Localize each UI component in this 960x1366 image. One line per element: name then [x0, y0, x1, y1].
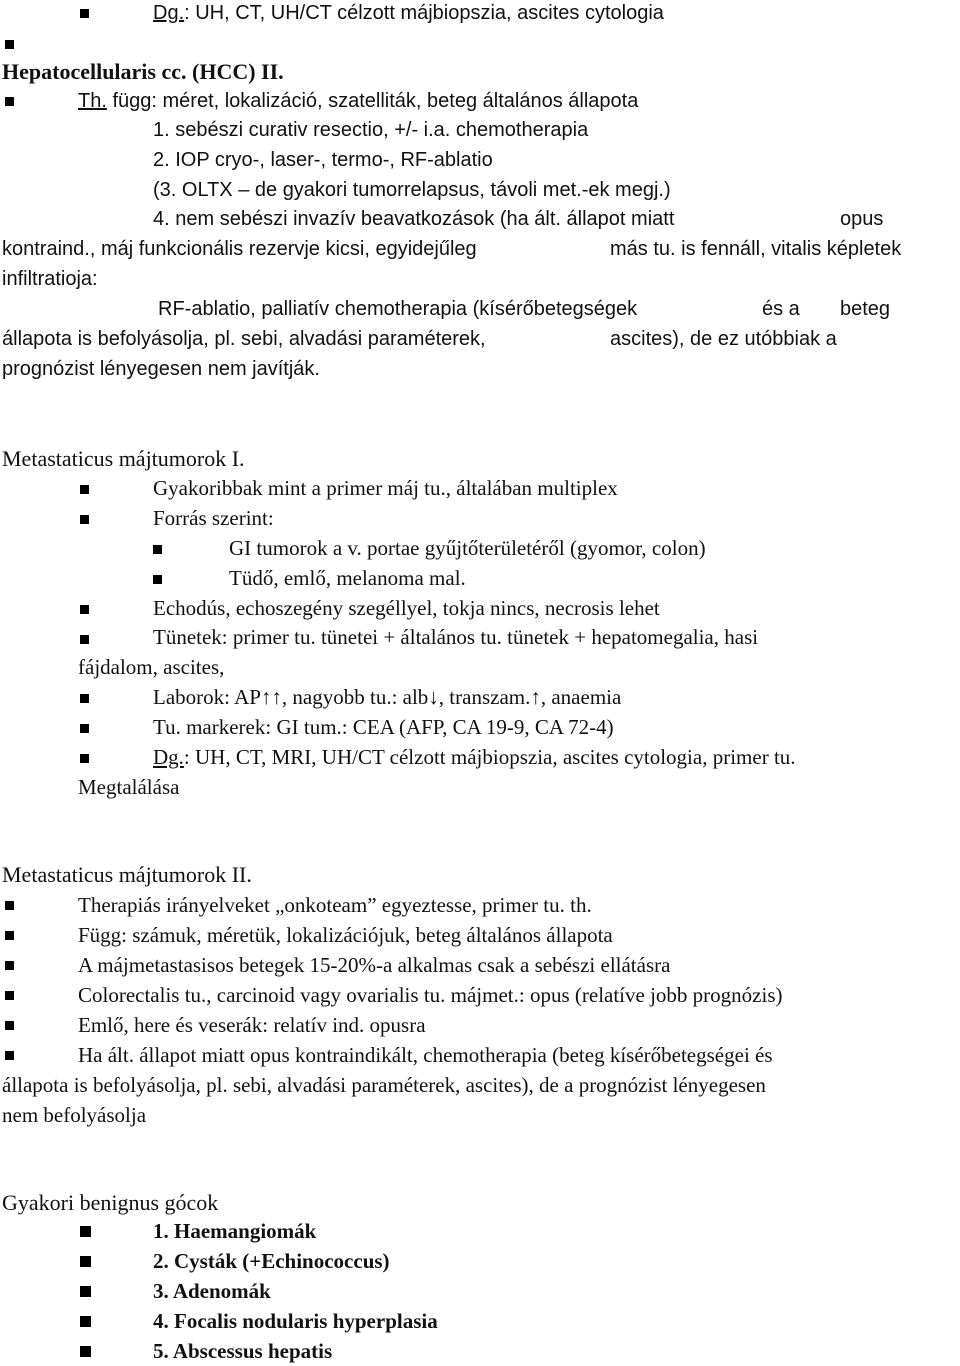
- th-item-4-cont5: prognózist lényegesen nem javítják.: [2, 358, 320, 380]
- th-item-1: 1. sebészi curativ resectio, +/- i.a. chemotherapia: [153, 119, 589, 141]
- benign-item-1: 1. Haemangiomák: [153, 1219, 317, 1243]
- m2-bullet-6-cont1: állapota is befolyásolja, pl. sebi, alvadási paraméterek, ascites), de a prognózist lényegesen: [2, 1073, 766, 1097]
- th-item-2: 2. IOP cryo-, laser-, termo-, RF-ablatio: [153, 149, 493, 171]
- bullet-icon: [80, 635, 89, 644]
- benign-item-3: 3. Adenomák: [153, 1279, 271, 1303]
- m2-bullet-5: Emlő, here és veserák: relatív ind. opusra: [78, 1013, 426, 1037]
- dg-text: : UH, CT, UH/CT célzott májbiopszia, ascites cytologia: [184, 2, 664, 24]
- benign-item-5: 5. Abscessus hepatis: [153, 1339, 333, 1363]
- m1-bullet-2: Forrás szerint:: [153, 506, 274, 530]
- m2-bullet-1: Therapiás irányelveket „onkoteam” egyeztesse, primer tu. th.: [78, 893, 592, 917]
- bullet-icon: [80, 1286, 91, 1297]
- benign-item-4: 4. Focalis nodularis hyperplasia: [153, 1309, 438, 1333]
- bullet-icon: [5, 1021, 14, 1030]
- hcc-heading: Hepatocellularis cc. (HCC) II.: [2, 59, 284, 84]
- m2-bullet-3: A májmetastasisos betegek 15-20%-a alkalmas csak a sebészi ellátásra: [78, 953, 671, 977]
- th-item-4-opus: opus: [840, 208, 884, 230]
- bullet-icon: [80, 9, 89, 18]
- bullet-icon: [80, 1316, 91, 1327]
- benignus-heading: Gyakori benignus gócok: [2, 1190, 219, 1215]
- th-text: függ: méret, lokalizáció, szatelliták, beteg általános állapota: [106, 90, 639, 112]
- th-item-4: 4. nem sebészi invazív beavatkozások (ha ált. állapot miatt: [153, 208, 675, 230]
- m2-bullet-2: Függ: számuk, méretük, lokalizációjuk, beteg általános állapota: [78, 923, 613, 947]
- m1-bullet-6: Tu. markerek: GI tum.: CEA (AFP, CA 19-9, CA 72-4): [153, 715, 614, 739]
- bullet-icon: [80, 694, 89, 703]
- bullet-icon: [5, 901, 14, 910]
- m2-bullet-6-cont2: nem befolyásolja: [2, 1103, 147, 1127]
- m2-bullet-6: Ha ált. állapot miatt opus kontraindikált, chemotherapia (beteg kísérőbetegségei és: [78, 1043, 773, 1067]
- th-item-4-cont3b: és a: [762, 298, 800, 320]
- th-label: Th.: [78, 90, 107, 112]
- bullet-icon: [80, 1346, 91, 1357]
- bullet-icon: [80, 605, 89, 614]
- m1-bullet-3: Echodús, echoszegény szegéllyel, tokja nincs, necrosis lehet: [153, 596, 660, 620]
- th-item-4-cont2: infiltratioja:: [2, 268, 98, 290]
- metastaticus-1-heading: Metastaticus májtumorok I.: [2, 446, 245, 471]
- th-item-4-cont3c: beteg: [840, 298, 891, 320]
- m1-sub-bullet-2: Tüdő, emlő, melanoma mal.: [229, 566, 466, 590]
- bullet-icon: [153, 575, 162, 584]
- bullet-icon: [5, 40, 14, 49]
- m1-sub-bullet-1: GI tumorok a v. portae gyűjtőterületéről (gyomor, colon): [229, 536, 706, 560]
- th-item-4-cont1: kontraind., máj funkcionális rezervje kicsi, egyidejűleg: [2, 238, 477, 260]
- dg-label-2: Dg.: [153, 745, 184, 769]
- bullet-icon: [80, 1226, 91, 1237]
- bullet-icon: [5, 931, 14, 940]
- th-line: [78, 88, 638, 114]
- bullet-icon: [5, 97, 14, 106]
- m1-bullet-4-cont: fájdalom, ascites,: [78, 655, 225, 679]
- th-item-4-cont4b: ascites), de ez utóbbiak a: [610, 328, 837, 350]
- th-item-4-cont1b: más tu. is fennáll, vitalis képletek: [610, 238, 902, 260]
- bullet-icon: [80, 1256, 91, 1267]
- bullet-icon: [80, 754, 89, 763]
- m1-bullet-7: [153, 744, 796, 770]
- th-item-3: (3. OLTX – de gyakori tumorrelapsus, távoli met.-ek megj.): [153, 179, 671, 201]
- bullet-icon: [153, 545, 162, 554]
- metastaticus-2-heading: Metastaticus májtumorok II.: [2, 862, 252, 887]
- dg-text-2: : UH, CT, MRI, UH/CT célzott májbiopszia, ascites cytologia, primer tu.: [183, 745, 796, 769]
- m1-bullet-4: Tünetek: primer tu. tünetei + általános tu. tünetek + hepatomegalia, hasi: [153, 625, 759, 649]
- m1-bullet-7-cont: Megtalálása: [78, 775, 180, 799]
- dg-label: Dg.: [153, 2, 185, 24]
- dg-line: [153, 0, 664, 26]
- bullet-icon: [5, 991, 14, 1000]
- th-item-4-cont4: állapota is befolyásolja, pl. sebi, alvadási paraméterek,: [2, 328, 486, 350]
- m1-bullet-5: Laborok: AP↑↑, nagyobb tu.: alb↓, transzam.↑, anaemia: [153, 685, 622, 709]
- bullet-icon: [80, 485, 89, 494]
- th-item-4-cont3: RF-ablatio, palliatív chemotherapia (kísérőbetegségek: [158, 298, 638, 320]
- m2-bullet-4: Colorectalis tu., carcinoid vagy ovarialis tu. májmet.: opus (relatíve jobb prognózis): [78, 983, 783, 1007]
- m1-bullet-1: Gyakoribbak mint a primer máj tu., általában multiplex: [153, 476, 618, 500]
- bullet-icon: [80, 515, 89, 524]
- bullet-icon: [5, 961, 14, 970]
- bullet-icon: [5, 1051, 14, 1060]
- benign-item-2: 2. Cysták (+Echinococcus): [153, 1249, 390, 1273]
- bullet-icon: [80, 724, 89, 733]
